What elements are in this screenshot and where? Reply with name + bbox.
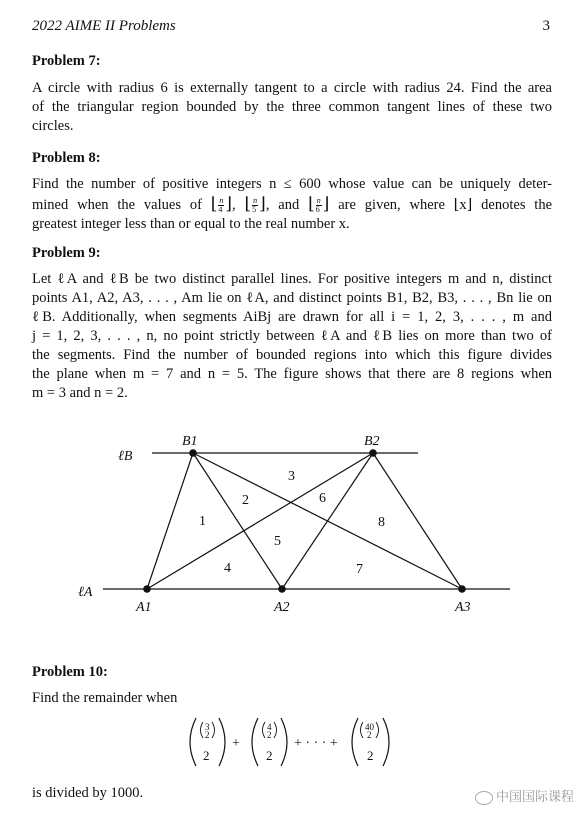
text-line: points A1, A2, A3, . . . , Am lie on ℓA, and distinct points B1, B2, B3, . . . , Bn lie on	[32, 290, 552, 306]
point-B2	[369, 449, 377, 457]
segment-A1B1	[147, 453, 193, 589]
paren-close	[212, 722, 215, 738]
segment-A1B2	[147, 453, 373, 589]
region-label: 7	[356, 562, 363, 577]
text-line: ℓB. Additionally, when segments AiBj are drawn for all i = 1, 2, 3, . . . , m and	[32, 309, 552, 325]
text-line: Let ℓA and ℓB be two distinct parallel lines. For positive integers m and n, distinct	[32, 271, 552, 287]
label-lA: ℓA	[78, 585, 93, 600]
region-label: 2	[242, 493, 249, 508]
paren-open	[201, 722, 204, 738]
watermark-text: 中国国际课程	[495, 790, 574, 805]
text-line: j = 1, 2, 3, . . . , n, no point strictly between ℓA and ℓB lies on more than two of	[32, 328, 552, 344]
problem-10-heading: Problem 10:	[32, 664, 108, 680]
inner-bottom: 2	[367, 730, 372, 740]
problem-7-heading: Problem 7:	[32, 53, 101, 69]
segment-A2B1	[193, 453, 282, 589]
inner-top: 3	[205, 722, 210, 732]
text-line: of the triangular region bounded by the three common tangent lines of these two	[32, 99, 552, 115]
text-fragment: mined when the values of	[32, 197, 202, 213]
floor-open: ⌊	[308, 194, 315, 213]
fraction-denominator: 6	[315, 205, 320, 215]
paren-close	[274, 722, 277, 738]
watermark	[475, 786, 574, 805]
text-line: circles.	[32, 118, 74, 134]
label-A2: A2	[274, 600, 290, 615]
header-title: 2022 AIME II Problems	[32, 18, 176, 34]
inner-top: 40	[365, 722, 374, 732]
floor-open: ⌊	[210, 194, 218, 213]
binomial-sum	[190, 718, 389, 766]
text-line-with-floors: mined when the values of ⌊ $\frac{n}{4}$ ⌋, ⌊ $\frac{n}{5}$ ⌋, and ⌊ $\frac{n}{6}$ ⌋ are given, where ⌊x⌋ denotes the	[32, 194, 553, 215]
text-line: is divided by 1000.	[32, 785, 144, 801]
outer-bottom: 2	[367, 748, 374, 763]
label-B1: B1	[182, 434, 198, 449]
text-line: the segments. Find the number of bounded regions into which this figure divides	[32, 347, 552, 363]
fraction-numerator: n	[316, 196, 321, 206]
fraction-numerator: n	[219, 196, 224, 206]
region-label: 8	[378, 515, 385, 530]
paren-open	[352, 718, 358, 766]
text-line: A circle with radius 6 is externally tangent to a circle with radius 24. Find the area	[32, 80, 552, 96]
ellipsis-plus: + · · · +	[294, 736, 338, 751]
fraction-numerator: n	[253, 196, 258, 206]
point-A3	[458, 585, 466, 593]
inner-bottom: 2	[267, 730, 272, 740]
paren-open	[252, 718, 258, 766]
outer-bottom: 2	[203, 748, 210, 763]
text-line: Find the number of positive integers n ≤ 600 whose value can be uniquely deter-	[32, 176, 552, 192]
problem-10-intro	[32, 689, 552, 708]
paren-close	[376, 722, 379, 738]
paren-close	[281, 718, 287, 766]
floor-close: ⌋	[225, 194, 233, 213]
region-label: 3	[288, 469, 295, 484]
segment-A3B2	[373, 453, 462, 589]
floor-open: ⌊	[244, 194, 252, 213]
inner-bottom: 2	[205, 730, 210, 740]
text-fragment: , and	[265, 197, 300, 213]
label-B2: B2	[364, 434, 380, 449]
page-number: 3	[542, 18, 550, 34]
problem-9-heading: Problem 9:	[32, 245, 101, 261]
text-fragment: are given, where ⌊x⌋ denotes the	[338, 197, 553, 213]
wechat-icon	[475, 791, 493, 805]
region-label: 4	[224, 561, 231, 576]
text-line: Find the remainder when	[32, 690, 178, 706]
paren-open	[361, 722, 364, 738]
region-label: 1	[199, 514, 206, 529]
point-B1	[189, 449, 197, 457]
floor-close: ⌋	[322, 194, 330, 213]
region-label: 5	[274, 534, 281, 549]
paren-close	[219, 718, 225, 766]
point-A1	[143, 585, 151, 593]
label-A1: A1	[136, 600, 152, 615]
fraction-denominator: 5	[252, 205, 257, 215]
text-line: greatest integer less than or equal to the real number x.	[32, 216, 350, 232]
fraction-denominator: 4	[218, 205, 223, 215]
text-line: the plane when m = 7 and n = 5. The figure shows that there are 8 regions when	[32, 366, 552, 382]
paren-open	[263, 722, 266, 738]
plus-sign: +	[232, 736, 240, 751]
region-label: 6	[319, 491, 326, 506]
paren-close	[383, 718, 389, 766]
point-A2	[278, 585, 286, 593]
outer-bottom: 2	[266, 748, 273, 763]
paren-open	[190, 718, 196, 766]
floor-close: ⌋	[259, 194, 266, 213]
inner-top: 4	[267, 722, 272, 732]
label-A3: A3	[455, 600, 471, 615]
label-lB: ℓB	[118, 449, 133, 464]
text-line: m = 3 and n = 2.	[32, 385, 128, 401]
problem-8-heading: Problem 8:	[32, 150, 101, 166]
